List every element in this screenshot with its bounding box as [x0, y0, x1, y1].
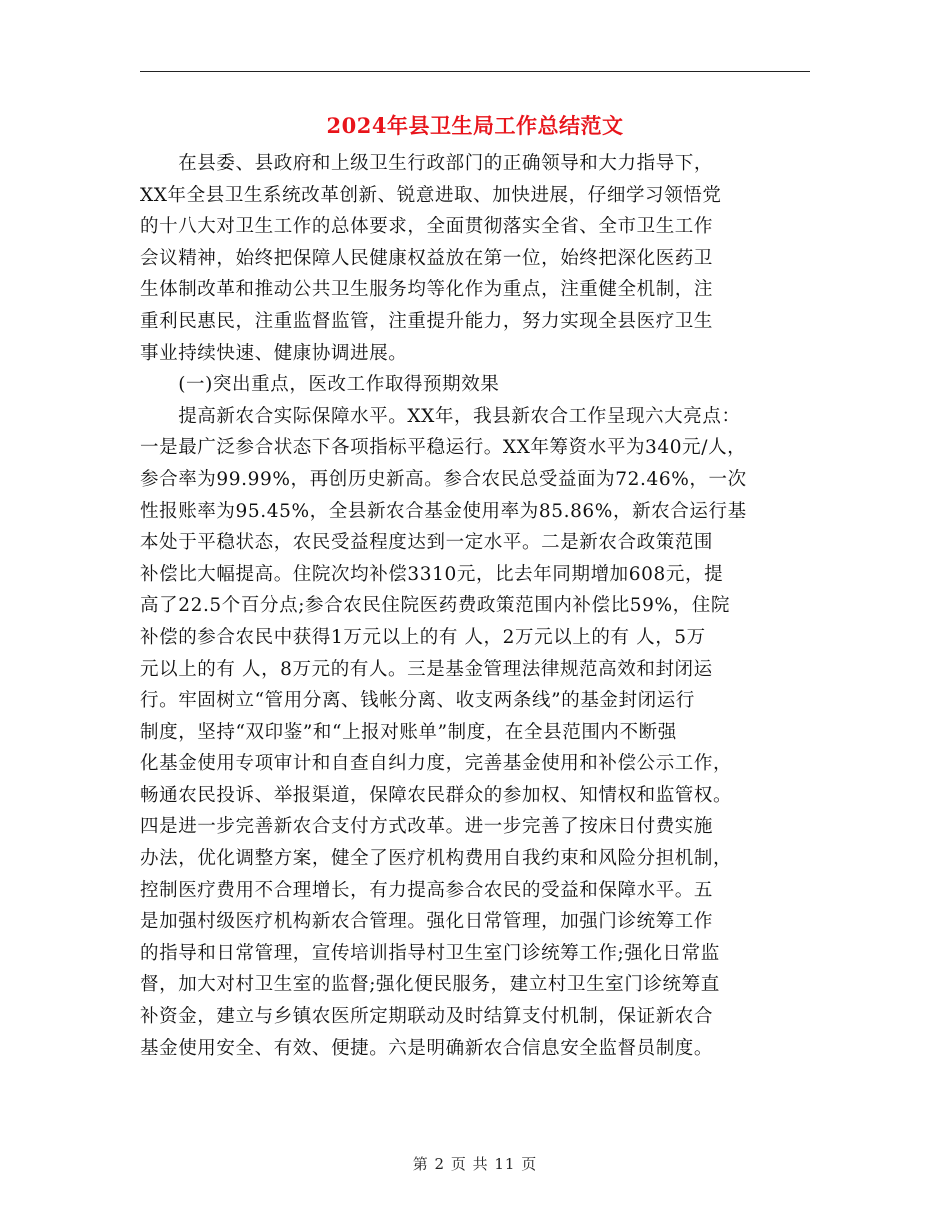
text-line: 元以上的有 人，8万元的有人。三是基金管理法律规范高效和封闭运 [140, 658, 713, 680]
text-line: 督，加大对村卫生室的监督;强化便民服务，建立村卫生室门诊统筹直 [140, 974, 720, 996]
text-line: 补偿的参合农民中获得1万元以上的有 人，2万元以上的有 人，5万 [140, 626, 706, 648]
text-line: XX年全县卫生系统改革创新、锐意进取、加快进展，仔细学习领悟党 [140, 184, 722, 206]
text-line: 生体制改革和推动公共卫生服务均等化作为重点，注重健全机制，注 [140, 279, 714, 301]
text-line: 性报账率为95.45%，全县新农合基金使用率为85.86%，新农合运行基 [140, 500, 747, 522]
text-line: 四是进一步完善新农合支付方式改革。进一步完善了按床日付费实施 [140, 816, 714, 838]
text-line: 提高新农合实际保障水平。XX年，我县新农合工作呈现六大亮点： [140, 405, 741, 427]
text-line: 办法，优化调整方案，健全了医疗机构费用自我约束和风险分担机制， [140, 848, 733, 870]
text-line: 基金使用安全、有效、便捷。六是明确新农合信息安全监督员制度。 [140, 1037, 714, 1059]
text-line: 本处于平稳状态，农民受益程度达到一定水平。二是新农合政策范围 [140, 532, 714, 554]
text-line: 参合率为99.99%，再创历史新高。参合农民总受益面为72.46%，一次 [140, 468, 747, 490]
document-body [140, 148, 816, 1064]
page-indicator: 第 2 页 共 11 页 [412, 1155, 538, 1173]
text-line: 行。牢固树立“管用分离、钱帐分离、收支两条线”的基金封闭运行 [140, 690, 695, 712]
text-line: 畅通农民投诉、举报渠道，保障农民群众的参加权、知情权和监管权。 [140, 784, 733, 806]
text-line: 补资金，建立与乡镇农医所定期联动及时结算支付机制，保证新农合 [140, 1006, 714, 1028]
text-line: 事业持续快速、健康协调进展。 [140, 342, 408, 364]
text-line: 高了22.5个百分点;参合农民住院医药费政策范围内补偿比59%，住院 [140, 595, 730, 617]
document-title: 2024年县卫生局工作总结范文 [326, 113, 624, 138]
header-rule [140, 71, 810, 72]
text-line: 一是最广泛参合状态下各项指标平稳运行。XX年筹资水平为340元/人， [140, 437, 747, 459]
text-line: (一)突出重点，医改工作取得预期效果 [140, 374, 500, 396]
text-line: 的指导和日常管理，宣传培训指导村卫生室门诊统筹工作;强化日常监 [140, 942, 720, 964]
text-line: 在县委、县政府和上级卫生行政部门的正确领导和大力指导下， [140, 153, 714, 174]
text-line: 的十八大对卫生工作的总体要求，全面贯彻落实全省、全市卫生工作 [140, 216, 714, 238]
text-line: 是加强村级医疗机构新农合管理。强化日常管理，加强门诊统筹工作 [140, 911, 714, 933]
text-line: 化基金使用专项审计和自查自纠力度，完善基金使用和补偿公示工作， [140, 753, 733, 775]
text-line: 制度，坚持“双印鉴”和“上报对账单”制度，在全县范围内不断强 [140, 721, 677, 743]
text-line: 重利民惠民，注重监督监管，注重提升能力，努力实现全县医疗卫生 [140, 310, 714, 332]
text-line: 补偿比大幅提高。住院次均补偿3310元，比去年同期增加608元，提 [140, 563, 724, 585]
text-line: 控制医疗费用不合理增长，有力提高参合农民的受益和保障水平。五 [140, 879, 714, 901]
text-line: 会议精神，始终把保障人民健康权益放在第一位，始终把深化医药卫 [140, 247, 714, 269]
